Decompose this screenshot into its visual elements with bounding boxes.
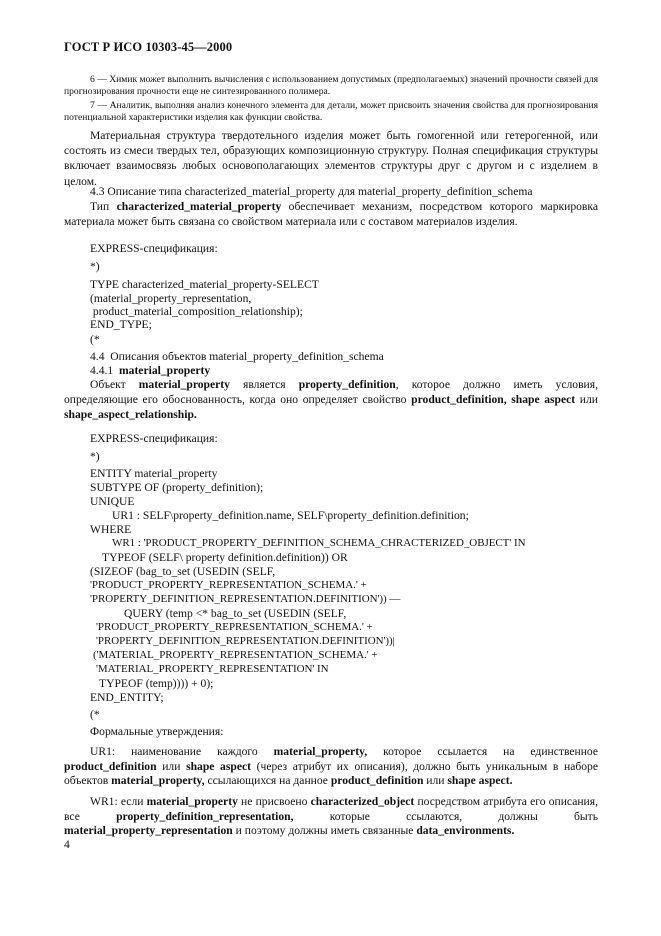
code-line: TYPEOF (temp)))) + 0); xyxy=(99,677,214,690)
formal-statements-label: Формальные утверждения: xyxy=(90,725,224,738)
code-line: UR1 : SELF\property_definition.name, SELF\property_definition.definition; xyxy=(112,509,469,522)
code-line: 'MATERIAL_PROPERTY_REPRESENTATION' IN xyxy=(96,663,329,675)
code-line: SUBTYPE OF (property_definition); xyxy=(90,481,264,494)
code-line: ENTITY material_property xyxy=(90,467,218,480)
document-header: ГОСТ Р ИСО 10303-45—2000 xyxy=(64,40,233,54)
code-line: *) xyxy=(90,260,100,273)
code-line: 'PROPERTY_DEFINITION_REPRESENTATION.DEFINITION'))| xyxy=(96,635,395,647)
paragraph-material-structure: Материальная структура твердотельного изделия может быть гомогенной или гетерогенной, или состоять из смеси твердых тел, образующих композиционную структуру. Полная спецификация структуры включает взаимосвязь любых основополагающих элементов структуры друг с другом и с изделием в целом. xyxy=(64,129,598,188)
code-line: 'PROPERTY_DEFINITION_REPRESENTATION.DEFINITION')) — xyxy=(90,593,401,605)
term-characterized-material-property: characterized_material_property xyxy=(116,200,282,213)
note-7: 7 — Аналитик, выполняя анализ конечного элемента для детали, может присвоить значения свойства для прогнозирования потенциальной характеристики изделия как функции свойства. xyxy=(64,100,598,124)
section-4-3-heading: 4.3 Описание типа characterized_material_property для material_property_definition_schema xyxy=(90,185,533,198)
code-line: END_ENTITY; xyxy=(90,691,164,704)
section-4-4-1-heading: 4.4.1 material_property xyxy=(90,364,211,377)
code-line: TYPE characterized_material_property-SELECT xyxy=(90,278,319,291)
code-line: WHERE xyxy=(90,523,132,536)
express-label: EXPRESS-спецификация: xyxy=(90,242,218,255)
code-line: WR1 : 'PRODUCT_PROPERTY_DEFINITION_SCHEMA_CHRACTERIZED_OBJECT' IN xyxy=(112,537,526,549)
express-label: EXPRESS-спецификация: xyxy=(90,432,218,445)
code-line: QUERY (temp <* bag_to_set (USEDIN (SELF, xyxy=(124,607,347,620)
code-line: (material_property_representation, xyxy=(90,292,252,305)
code-line: product_material_composition_relationship); xyxy=(90,305,303,318)
code-line: (* xyxy=(90,333,100,346)
page-number: 4 xyxy=(64,838,70,851)
code-line: 'PRODUCT_PROPERTY_REPRESENTATION_SCHEMA.' + xyxy=(90,579,367,591)
code-line: (* xyxy=(90,708,100,721)
code-line: TYPEOF (SELF\ property definition.definition)) OR xyxy=(102,551,348,564)
section-4-3-text: Тип characterized_material_property обеспечивает механизм, посредством которого маркировка материала может быть связана со свойством материала или с составом материалов изделия. xyxy=(64,200,598,229)
code-line: UNIQUE xyxy=(90,495,135,508)
code-line: 'PRODUCT_PROPERTY_REPRESENTATION_SCHEMA.' + xyxy=(96,621,373,633)
section-4-4-1-text: Объект material_property является property_definition, которое должно иметь условия, определяющие его обоснованность, когда оно определяет свойство product_definition, shape aspect или shape_aspect_relationship. xyxy=(64,378,599,422)
formal-wr1: WR1: если material_property не присвоено characterized_object посредством атрибута его описания, все property_definition_representation, которые ссылаются, должны быть material_property_representation и поэтому должны иметь связанные data_environments. xyxy=(64,795,598,838)
note-6: 6 — Химик может выполнить вычисления с использованием допустимых (предполагаемых) значений прочности связей для прогнозирования прочности еще не синтезированного полимера. xyxy=(64,74,598,98)
code-line: ('MATERIAL_PROPERTY_REPRESENTATION_SCHEMA.' + xyxy=(93,649,378,661)
code-line: END_TYPE; xyxy=(90,318,152,331)
code-line: *) xyxy=(90,450,100,463)
formal-ur1: UR1: наименование каждого material_property, которое ссылается на единственное product_definition или shape aspect (через атрибут их описания), должно быть уникальным в наборе объектов material_property, ссылающихся на данное product_definition или shape aspect. xyxy=(64,745,598,788)
code-line: (SIZEOF (bag_to_set (USEDIN (SELF, xyxy=(90,565,276,578)
section-4-4-heading: 4.4 Описания объектов material_property_definition_schema xyxy=(90,350,384,363)
